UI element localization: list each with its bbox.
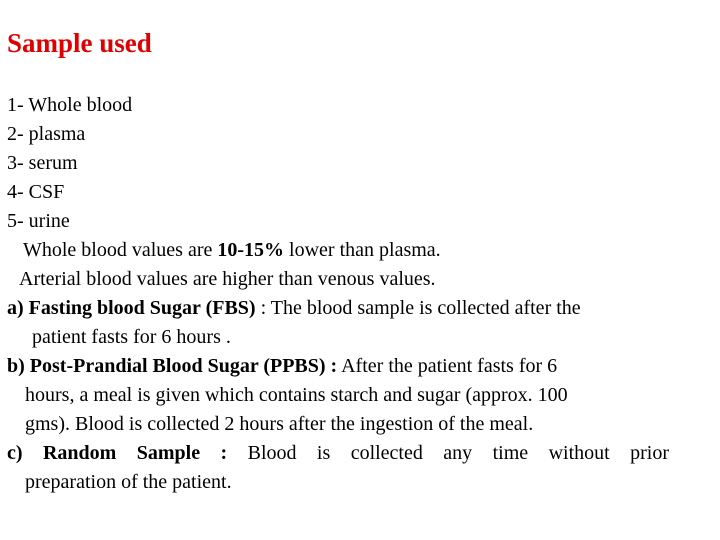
item-b-line2: hours, a meal is given which contains starch and sugar (approx. 100 bbox=[25, 384, 568, 406]
whole-blood-note bbox=[7, 236, 707, 265]
sample-item-plasma: 2- plasma bbox=[7, 123, 86, 145]
whole-blood-note-suffix: lower than plasma. bbox=[284, 239, 441, 261]
arterial-note: Arterial blood values are higher than venous values. bbox=[19, 268, 436, 290]
slide-title: Sample used bbox=[7, 28, 152, 58]
sample-item-whole-blood: 1- Whole blood bbox=[7, 94, 133, 116]
item-a-line2: patient fasts for 6 hours . bbox=[32, 326, 231, 348]
item-a-line1 bbox=[7, 294, 707, 323]
item-c-text: Blood is collected any time without prior bbox=[227, 442, 669, 464]
item-c-label: c) Random Sample : bbox=[7, 442, 228, 464]
item-c-line1 bbox=[7, 439, 669, 468]
item-b-text: After the patient fasts for 6 bbox=[337, 355, 558, 377]
item-c-line2: preparation of the patient. bbox=[25, 471, 232, 493]
slide-body bbox=[7, 91, 707, 497]
item-a-label: a) Fasting blood Sugar (FBS) bbox=[7, 297, 256, 319]
whole-blood-note-percentage: 10-15% bbox=[217, 239, 285, 261]
sample-item-urine: 5- urine bbox=[7, 210, 70, 232]
item-b-line1 bbox=[7, 352, 707, 381]
item-b-label: b) Post-Prandial Blood Sugar (PPBS) : bbox=[7, 355, 338, 377]
sample-item-serum: 3- serum bbox=[7, 152, 78, 174]
whole-blood-note-prefix: Whole blood values are bbox=[23, 239, 218, 261]
item-b-line3: gms). Blood is collected 2 hours after the ingestion of the meal. bbox=[25, 413, 534, 435]
item-a-text: : The blood sample is collected after the bbox=[255, 297, 581, 319]
sample-item-csf: 4- CSF bbox=[7, 181, 65, 203]
